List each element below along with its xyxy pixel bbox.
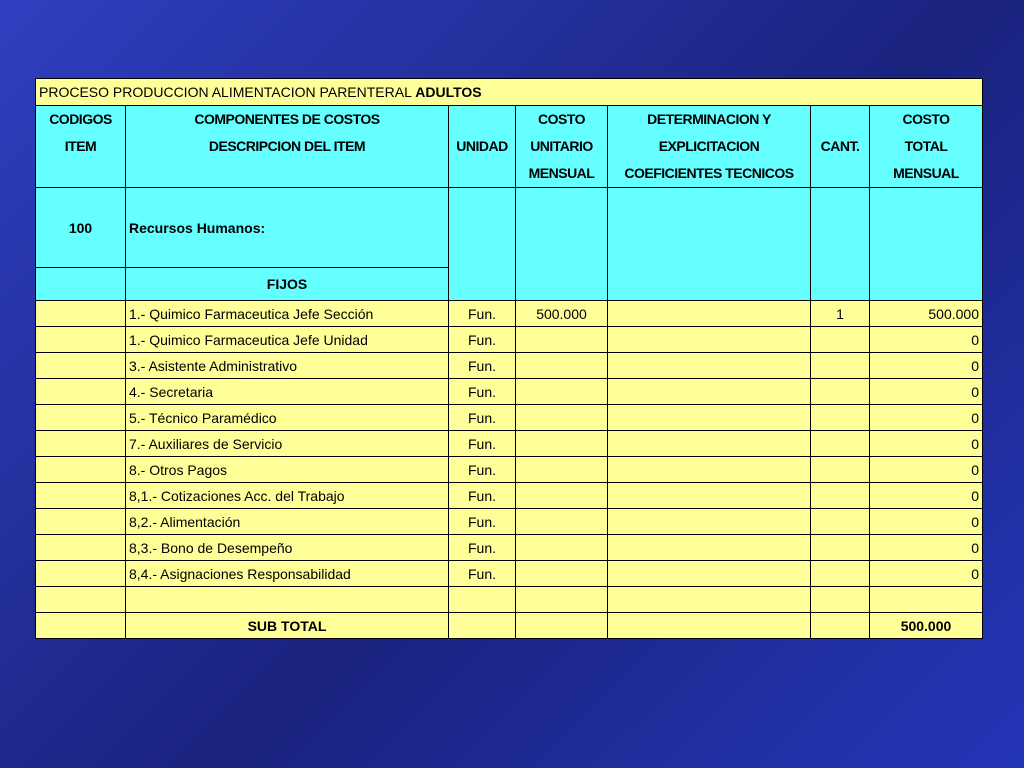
row-description: 3.- Asistente Administrativo bbox=[126, 353, 449, 379]
row-cant bbox=[811, 353, 870, 379]
row-description: 7.- Auxiliares de Servicio bbox=[126, 431, 449, 457]
row-description: 1.- Quimico Farmaceutica Jefe Unidad bbox=[126, 327, 449, 353]
row-costo-unitario bbox=[516, 379, 608, 405]
table-row bbox=[36, 535, 983, 561]
row-cant bbox=[811, 431, 870, 457]
row-costo-total: 0 bbox=[870, 379, 983, 405]
table-title bbox=[36, 79, 983, 106]
table-row bbox=[36, 431, 983, 457]
row-costo-total: 500.000 bbox=[870, 301, 983, 327]
row-determinacion bbox=[608, 431, 811, 457]
header-componentes bbox=[126, 106, 449, 188]
row-costo-total: 0 bbox=[870, 483, 983, 509]
row-unit: Fun. bbox=[449, 379, 516, 405]
header-costo-unitario bbox=[516, 106, 608, 188]
row-costo-unitario bbox=[516, 483, 608, 509]
subsection-code-cell bbox=[36, 268, 126, 301]
header-cant bbox=[811, 106, 870, 188]
row-description: 8,2.- Alimentación bbox=[126, 509, 449, 535]
row-code bbox=[36, 327, 126, 353]
row-determinacion bbox=[608, 561, 811, 587]
section-code: 100 bbox=[36, 188, 126, 268]
row-cant bbox=[811, 379, 870, 405]
row-unit: Fun. bbox=[449, 405, 516, 431]
header-codigos bbox=[36, 106, 126, 188]
row-code bbox=[36, 431, 126, 457]
row-description: 8.- Otros Pagos bbox=[126, 457, 449, 483]
section-costo-total-cell bbox=[870, 188, 983, 301]
table-row bbox=[36, 327, 983, 353]
row-costo-unitario bbox=[516, 431, 608, 457]
row-code bbox=[36, 301, 126, 327]
row-unit: Fun. bbox=[449, 353, 516, 379]
row-costo-total: 0 bbox=[870, 353, 983, 379]
table-row bbox=[36, 561, 983, 587]
header-cant-label: CANT. bbox=[820, 138, 860, 154]
row-costo-total: 0 bbox=[870, 327, 983, 353]
subtotal-code bbox=[36, 613, 126, 639]
row-code bbox=[36, 483, 126, 509]
empty-row-costo bbox=[516, 587, 608, 613]
row-code bbox=[36, 561, 126, 587]
row-code bbox=[36, 535, 126, 561]
row-costo-total: 0 bbox=[870, 535, 983, 561]
row-description: 1.- Quimico Farmaceutica Jefe Sección bbox=[126, 301, 449, 327]
row-determinacion bbox=[608, 509, 811, 535]
row-unit: Fun. bbox=[449, 483, 516, 509]
empty-row-unit bbox=[449, 587, 516, 613]
table-row bbox=[36, 379, 983, 405]
header-costo-unitario-line3: MENSUAL bbox=[528, 165, 595, 181]
header-costo-total-line2: TOTAL bbox=[904, 138, 948, 154]
row-description: 8,4.- Asignaciones Responsabilidad bbox=[126, 561, 449, 587]
row-determinacion bbox=[608, 353, 811, 379]
row-code bbox=[36, 353, 126, 379]
section-cant-cell bbox=[811, 188, 870, 301]
header-unidad-label: UNIDAD bbox=[456, 138, 508, 154]
subsection-fijos: FIJOS bbox=[126, 268, 449, 301]
row-determinacion bbox=[608, 457, 811, 483]
row-costo-unitario: 500.000 bbox=[516, 301, 608, 327]
header-costo-total-line1: COSTO bbox=[902, 111, 950, 127]
row-code bbox=[36, 379, 126, 405]
row-code bbox=[36, 405, 126, 431]
row-unit: Fun. bbox=[449, 535, 516, 561]
subtotal-cant bbox=[811, 613, 870, 639]
table-row bbox=[36, 301, 983, 327]
row-costo-total: 0 bbox=[870, 561, 983, 587]
title-emphasis: ADULTOS bbox=[415, 84, 482, 100]
subtotal-det bbox=[608, 613, 811, 639]
table-row bbox=[36, 457, 983, 483]
header-codigos-line1: CODIGOS bbox=[49, 111, 112, 127]
empty-row-desc bbox=[126, 587, 449, 613]
row-costo-unitario bbox=[516, 509, 608, 535]
header-codigos-line2: ITEM bbox=[64, 138, 97, 154]
row-cant bbox=[811, 535, 870, 561]
row-costo-total: 0 bbox=[870, 431, 983, 457]
table-row bbox=[36, 405, 983, 431]
header-componentes-line2: DESCRIPCION DEL ITEM bbox=[208, 138, 366, 154]
section-determinacion-cell bbox=[608, 188, 811, 301]
section-costo-unitario-cell bbox=[516, 188, 608, 301]
row-description: 8,3.- Bono de Desempeño bbox=[126, 535, 449, 561]
row-unit: Fun. bbox=[449, 301, 516, 327]
row-cant: 1 bbox=[811, 301, 870, 327]
header-unidad bbox=[449, 106, 516, 188]
row-unit: Fun. bbox=[449, 509, 516, 535]
table-row bbox=[36, 483, 983, 509]
row-costo-total: 0 bbox=[870, 509, 983, 535]
table-row bbox=[36, 353, 983, 379]
row-unit: Fun. bbox=[449, 327, 516, 353]
data-rows bbox=[36, 301, 983, 587]
subtotal-value: 500.000 bbox=[870, 613, 983, 639]
row-cant bbox=[811, 327, 870, 353]
header-costo-unitario-line1: COSTO bbox=[537, 111, 586, 127]
row-costo-unitario bbox=[516, 457, 608, 483]
header-determinacion-line2: EXPLICITACION bbox=[658, 138, 760, 154]
row-costo-unitario bbox=[516, 561, 608, 587]
row-unit: Fun. bbox=[449, 561, 516, 587]
row-unit: Fun. bbox=[449, 431, 516, 457]
row-determinacion bbox=[608, 535, 811, 561]
title-main: PROCESO PRODUCCION ALIMENTACION PARENTERAL bbox=[39, 84, 416, 100]
row-code bbox=[36, 509, 126, 535]
row-determinacion bbox=[608, 405, 811, 431]
row-description: 8,1.- Cotizaciones Acc. del Trabajo bbox=[126, 483, 449, 509]
cost-table bbox=[35, 78, 983, 639]
empty-row-det bbox=[608, 587, 811, 613]
section-label: Recursos Humanos: bbox=[126, 188, 449, 268]
row-unit: Fun. bbox=[449, 457, 516, 483]
row-cant bbox=[811, 405, 870, 431]
empty-row-cant bbox=[811, 587, 870, 613]
row-code bbox=[36, 457, 126, 483]
row-cant bbox=[811, 483, 870, 509]
subtotal-costo bbox=[516, 613, 608, 639]
row-cant bbox=[811, 561, 870, 587]
empty-row-code bbox=[36, 587, 126, 613]
section-unidad-cell bbox=[449, 188, 516, 301]
row-costo-unitario bbox=[516, 405, 608, 431]
table-row bbox=[36, 509, 983, 535]
header-determinacion-line1: DETERMINACION Y bbox=[647, 111, 771, 127]
row-determinacion bbox=[608, 301, 811, 327]
header-determinacion bbox=[608, 106, 811, 188]
row-costo-total: 0 bbox=[870, 405, 983, 431]
row-cant bbox=[811, 457, 870, 483]
row-cant bbox=[811, 509, 870, 535]
header-determinacion-line3: COEFICIENTES TECNICOS bbox=[624, 165, 794, 181]
empty-row-total bbox=[870, 587, 983, 613]
row-costo-unitario bbox=[516, 535, 608, 561]
row-costo-total: 0 bbox=[870, 457, 983, 483]
row-description: 5.- Técnico Paramédico bbox=[126, 405, 449, 431]
subtotal-label: SUB TOTAL bbox=[126, 613, 449, 639]
row-determinacion bbox=[608, 379, 811, 405]
header-costo-total bbox=[870, 106, 983, 188]
row-determinacion bbox=[608, 327, 811, 353]
row-costo-unitario bbox=[516, 327, 608, 353]
subtotal-unit bbox=[449, 613, 516, 639]
row-description: 4.- Secretaria bbox=[126, 379, 449, 405]
header-costo-unitario-line2: UNITARIO bbox=[530, 138, 593, 154]
header-costo-total-line3: MENSUAL bbox=[893, 165, 959, 181]
row-determinacion bbox=[608, 483, 811, 509]
header-componentes-line1: COMPONENTES DE COSTOS bbox=[194, 111, 380, 127]
row-costo-unitario bbox=[516, 353, 608, 379]
